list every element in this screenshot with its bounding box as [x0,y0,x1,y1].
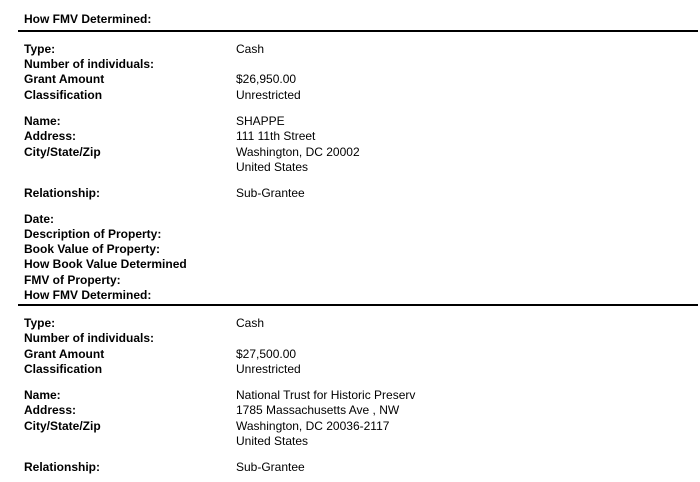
type-value: Cash [236,42,265,56]
country-value: United States [236,160,309,174]
how-fmv-label: How FMV Determined: [24,288,152,302]
grant-amount-label: Grant Amount [24,72,105,86]
grant-amount-value: $27,500.00 [236,347,297,361]
section-divider [18,30,698,32]
fmv-label: FMV of Property: [24,273,121,287]
classification-value: Unrestricted [236,88,301,102]
grant-amount-value: $26,950.00 [236,72,297,86]
classification-value: Unrestricted [236,362,301,376]
city-state-zip-label: City/State/Zip [24,145,101,159]
type-label: Type: [24,42,56,56]
address-value: 1785 Massachusetts Ave , NW [236,403,400,417]
city-state-zip-value: Washington, DC 20002 [236,145,360,159]
individuals-label: Number of individuals: [24,57,155,71]
city-state-zip-value: Washington, DC 20036-2117 [236,419,390,433]
relationship-label: Relationship: [24,460,101,474]
name-value: National Trust for Historic Preserv [236,388,416,402]
address-label: Address: [24,129,77,143]
relationship-label: Relationship: [24,186,101,200]
individuals-label: Number of individuals: [24,331,155,345]
date-label: Date: [24,212,55,226]
relationship-value: Sub-Grantee [236,186,305,200]
address-label: Address: [24,403,77,417]
grant-amount-label: Grant Amount [24,347,105,361]
how-book-value-label: How Book Value Determined [24,257,187,271]
book-value-label: Book Value of Property: [24,242,161,256]
type-value: Cash [236,316,265,330]
type-label: Type: [24,316,56,330]
relationship-value: Sub-Grantee [236,460,305,474]
name-label: Name: [24,114,61,128]
description-label: Description of Property: [24,227,162,241]
section-divider [18,304,698,306]
name-label: Name: [24,388,61,402]
classification-label: Classification [24,362,103,376]
address-value: 111 11th Street [236,129,316,143]
classification-label: Classification [24,88,103,102]
country-value: United States [236,434,309,448]
city-state-zip-label: City/State/Zip [24,419,101,433]
name-value: SHAPPE [236,114,285,128]
how-fmv-heading-top: How FMV Determined: [24,12,152,26]
